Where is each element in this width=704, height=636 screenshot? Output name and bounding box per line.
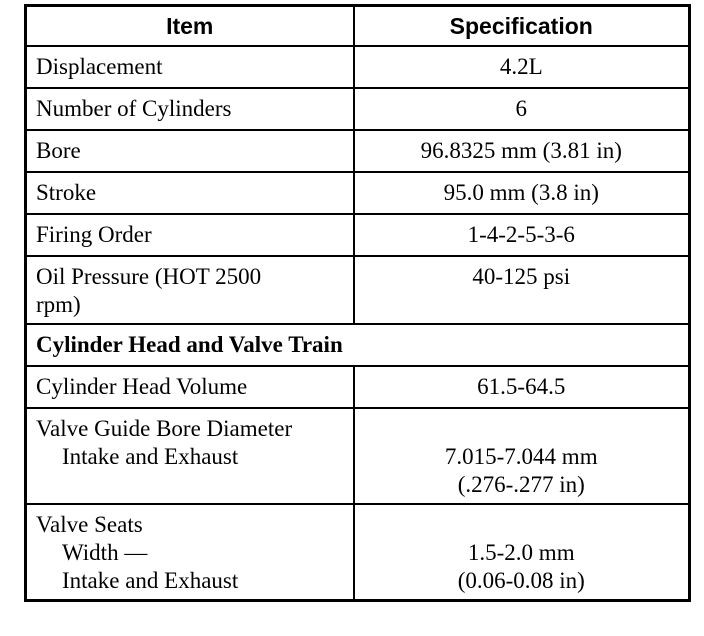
spec-cell-line: 7.015-7.044 mm <box>444 444 598 469</box>
spec-cell: 61.5-64.5 <box>354 366 690 408</box>
table-row-displacement <box>26 46 690 88</box>
sub-item-cell-line: Intake and Exhaust <box>62 444 239 469</box>
spec-cell: 6 <box>354 88 690 130</box>
spec-cell: 4.2L <box>354 46 690 88</box>
item-cell: Displacement <box>26 46 354 88</box>
item-cell-line: Valve Guide Bore Diameter <box>36 416 293 441</box>
spec-cell: 95.0 mm (3.8 in) <box>354 172 690 214</box>
column-header-specification: Specification <box>354 6 690 47</box>
section-title: Cylinder Head and Valve Train <box>26 324 690 366</box>
spec-cell-line: (.276-.277 in) <box>457 472 585 497</box>
section-header-row <box>26 324 690 366</box>
spec-cell-line: (0.06-0.08 in) <box>457 568 585 593</box>
table-row-valve-guide-bore-diameter <box>26 408 690 504</box>
spec-cell: 40-125 psi <box>354 256 690 324</box>
table-row-bore <box>26 130 690 172</box>
spec-spacer-line <box>363 511 681 539</box>
table-row-cylinder-head-volume <box>26 366 690 408</box>
spec-cell <box>354 408 690 504</box>
spec-cell <box>354 504 690 601</box>
table-header-row <box>26 6 690 47</box>
item-cell: Bore <box>26 130 354 172</box>
specification-table <box>24 4 691 602</box>
table-row-valve-seats <box>26 504 690 601</box>
spec-cell: 96.8325 mm (3.81 in) <box>354 130 690 172</box>
table-row-number-of-cylinders <box>26 88 690 130</box>
sub-item-cell-line: Intake and Exhaust <box>62 568 239 593</box>
table-row-oil-pressure <box>26 256 690 324</box>
item-cell-line: Valve Seats <box>36 512 143 537</box>
spec-cell: 1-4-2-5-3-6 <box>354 214 690 256</box>
table-row-stroke <box>26 172 690 214</box>
item-cell: Firing Order <box>26 214 354 256</box>
item-cell: Cylinder Head Volume <box>26 366 354 408</box>
column-header-item: Item <box>26 6 354 47</box>
item-cell-line: Oil Pressure (HOT 2500 <box>36 264 262 289</box>
item-cell: Number of Cylinders <box>26 88 354 130</box>
item-cell <box>26 504 354 601</box>
item-cell-line: rpm) <box>36 292 81 317</box>
cell-spacer <box>36 471 345 479</box>
sub-item-cell-line: Width — <box>62 540 148 565</box>
table-row-firing-order <box>26 214 690 256</box>
spec-spacer-line <box>363 415 681 443</box>
item-cell: Stroke <box>26 172 354 214</box>
spec-cell-line: 1.5-2.0 mm <box>467 540 575 565</box>
item-cell <box>26 256 354 324</box>
item-cell <box>26 408 354 504</box>
